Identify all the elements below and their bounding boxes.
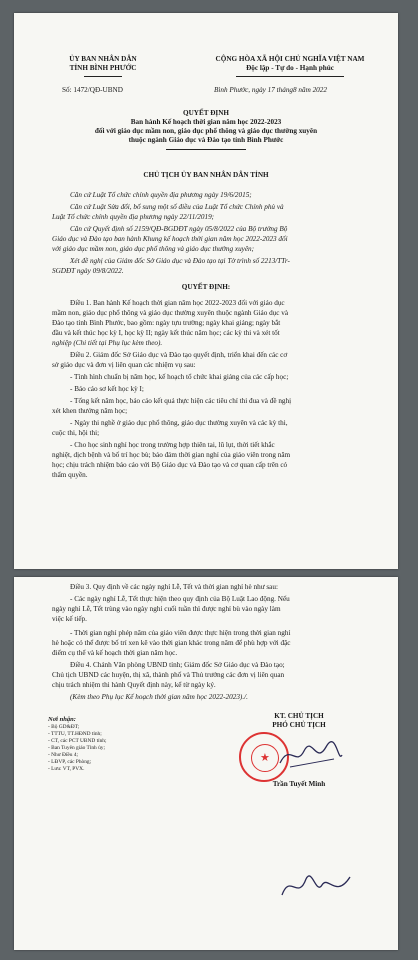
article-line: - Báo cáo sơ kết học kỳ I; <box>70 385 144 393</box>
article-line: sở giáo dục và đơn vị liên quan các nhiệm vụ sau: <box>52 361 196 369</box>
handwritten-mark <box>276 865 356 909</box>
divider <box>84 76 122 77</box>
basis-line: Xét đề nghị của Giám đốc Sở Giáo dục và Đào tạo tại Tờ trình số 2213/TTr- <box>70 257 290 265</box>
document-page-1 <box>14 13 398 569</box>
signature-role: PHÓ CHỦ TỊCH <box>272 721 326 729</box>
document-type: QUYẾT ĐỊNH <box>183 109 229 117</box>
article-line: Chủ tịch UBND các huyện, thị xã, thành phố và Thủ trưởng các đơn vị liên quan <box>52 671 285 679</box>
article-line: nghiệt, dịch bệnh và bố trí học bù; bảo đảm thời gian nghỉ của giáo viên trong năm <box>52 451 291 459</box>
article-line: - Ngày thi nghề ở giáo dục phổ thông, giáo dục thường xuyên và các kỳ thi, <box>70 419 288 427</box>
article-line: - Tổng kết năm học, báo cáo kết quả thực hiện các tiêu chí thi đua và đề nghị <box>70 397 292 405</box>
date-line: Bình Phước, ngày 17 tháng8 năm 2022 <box>214 86 327 94</box>
recipients-heading: Nơi nhận: <box>48 716 76 723</box>
recipient-item: - LĐVP, các Phòng; <box>48 759 92 765</box>
document-page-2 <box>14 577 398 950</box>
recipient-item: - Như Điều 4; <box>48 752 79 758</box>
article-line: - Tình hình chuẩn bị năm học, kế hoạch tổ chức khai giảng của các cấp học; <box>70 373 289 381</box>
article-line: - Cho học sinh nghỉ học trong trường hợp thiên tai, lũ lụt, thời tiết khắc <box>70 441 275 449</box>
national-title: CỘNG HÒA XÃ HỘI CHỦ NGHĨA VIỆT NAM <box>215 55 365 63</box>
article-line: việc kế tiếp. <box>52 615 87 623</box>
title-line-2: đối với giáo dục mầm non, giáo dục phổ thông và giáo dục thường xuyên <box>94 127 318 135</box>
article-line: Đào tạo tỉnh Bình Phước, bao gồm: ngày tựu trường; ngày khai giảng; ngày bắt <box>52 319 281 327</box>
article-line: hè hoặc có thể được bố trí xen kẽ vào thời gian khác trong năm để phù hợp với đặc <box>52 639 291 647</box>
article-line: Điều 4. Chánh Văn phòng UBND tỉnh; Giám đốc Sở Giáo dục và Đào tạo; <box>70 661 285 669</box>
article-line: đầu và kết thúc học kỳ I, học kỳ II; ngày kết thúc năm học; các kỳ thi và xét tốt <box>52 329 280 337</box>
basis-line: Căn cứ Luật Tổ chức chính quyền địa phương ngày 19/6/2015; <box>70 191 252 199</box>
article-line: học; chịu trách nhiệm báo cáo với Bộ Giáo dục và Đào tạo và cơ quan cấp trên có <box>52 461 288 469</box>
article-line: - Các ngày nghỉ Lễ, Tết thực hiện theo quy định của Bộ Luật Lao động. Nếu <box>70 595 290 603</box>
basis-line: Căn cứ Luật Sửa đổi, bổ sung một số điều của Luật Tổ chức Chính phủ và <box>70 203 284 211</box>
article-line: thẩm quyền. <box>52 471 88 479</box>
signature-role: KT. CHỦ TỊCH <box>274 712 324 720</box>
handwritten-signature <box>276 737 346 773</box>
divider <box>166 149 246 150</box>
basis-line: Căn cứ Quyết định số 2159/QĐ-BGDĐT ngày 05/8/2022 của Bộ trưởng Bộ <box>70 225 288 233</box>
basis-line: Giáo dục và Đào tạo ban hành Khung kế hoạch thời gian năm học 2022-2023 đối <box>52 235 288 243</box>
article-line: Điều 2. Giám đốc Sở Giáo dục và Đào tạo quyết định, triển khai đến các cơ <box>70 351 288 359</box>
article-line: xét khen thưởng năm học; <box>52 407 128 415</box>
article-line: điểm cụ thể và kế hoạch thời gian năm học. <box>52 649 178 657</box>
basis-line: với giáo dục mầm non, giáo dục phổ thông và giáo dục thường xuyên; <box>52 245 255 253</box>
divider <box>236 76 344 77</box>
article-line: chịu trách nhiệm thi hành Quyết định này, kể từ ngày ký. <box>52 681 216 689</box>
signer-name: Trần Tuyết Minh <box>272 780 326 788</box>
article-line: Điều 1. Ban hành Kế hoạch thời gian năm học 2022-2023 đối với giáo dục <box>70 299 285 307</box>
article-line: ngày nghỉ Lễ, Tết trùng vào ngày nghỉ cuối tuần thì được nghỉ bù vào ngày làm <box>52 605 281 613</box>
title-line-1: Ban hành Kế hoạch thời gian năm học 2022-2023 <box>130 118 282 126</box>
article-line: cuộc thi, hội thi; <box>52 429 100 437</box>
org-province: TỈNH BÌNH PHƯỚC <box>69 64 137 72</box>
recipient-item: - CT, các PCT UBND tỉnh; <box>48 738 107 744</box>
article-line: nghiệp (Chi tiết tại Phụ lục kèm theo). <box>52 339 163 347</box>
recipient-item: - Ban Tuyên giáo Tỉnh ủy; <box>48 745 105 751</box>
document-number: Số: 1472/QĐ-UBND <box>62 86 123 94</box>
basis-line: Luật Tổ chức chính quyền địa phương ngày 22/11/2019; <box>52 213 215 221</box>
recipient-item: - Lưu: VT, PVX. <box>48 766 85 772</box>
authority-heading: CHỦ TỊCH ỦY BAN NHÂN DÂN TỈNH <box>143 171 269 179</box>
basis-line: SGDĐT ngày 09/8/2022. <box>52 267 124 275</box>
org-name: ỦY BAN NHÂN DÂN <box>69 55 137 63</box>
article-line: - Thời gian nghỉ phép năm của giáo viên được thực hiện trong thời gian nghỉ <box>70 629 291 637</box>
decision-heading: QUYẾT ĐỊNH: <box>181 283 231 291</box>
star-icon: ★ <box>260 752 270 764</box>
article-line: (Kèm theo Phụ lục Kế hoạch thời gian năm học 2022-2023)./. <box>70 693 248 701</box>
article-line: Điều 3. Quy định về các ngày nghỉ Lễ, Tết và thời gian nghỉ hè như sau: <box>70 583 278 591</box>
title-line-3: thuộc ngành Giáo dục và Đào tạo tỉnh Bình Phước <box>128 136 284 144</box>
recipient-item: - TTTU, TT.HĐND tỉnh; <box>48 731 102 737</box>
article-line: mầm non, giáo dục phổ thông và giáo dục thường xuyên thuộc ngành Giáo dục và <box>52 309 289 317</box>
recipient-item: - Bộ GD&ĐT; <box>48 724 80 730</box>
national-motto: Độc lập - Tự do - Hạnh phúc <box>246 64 334 72</box>
